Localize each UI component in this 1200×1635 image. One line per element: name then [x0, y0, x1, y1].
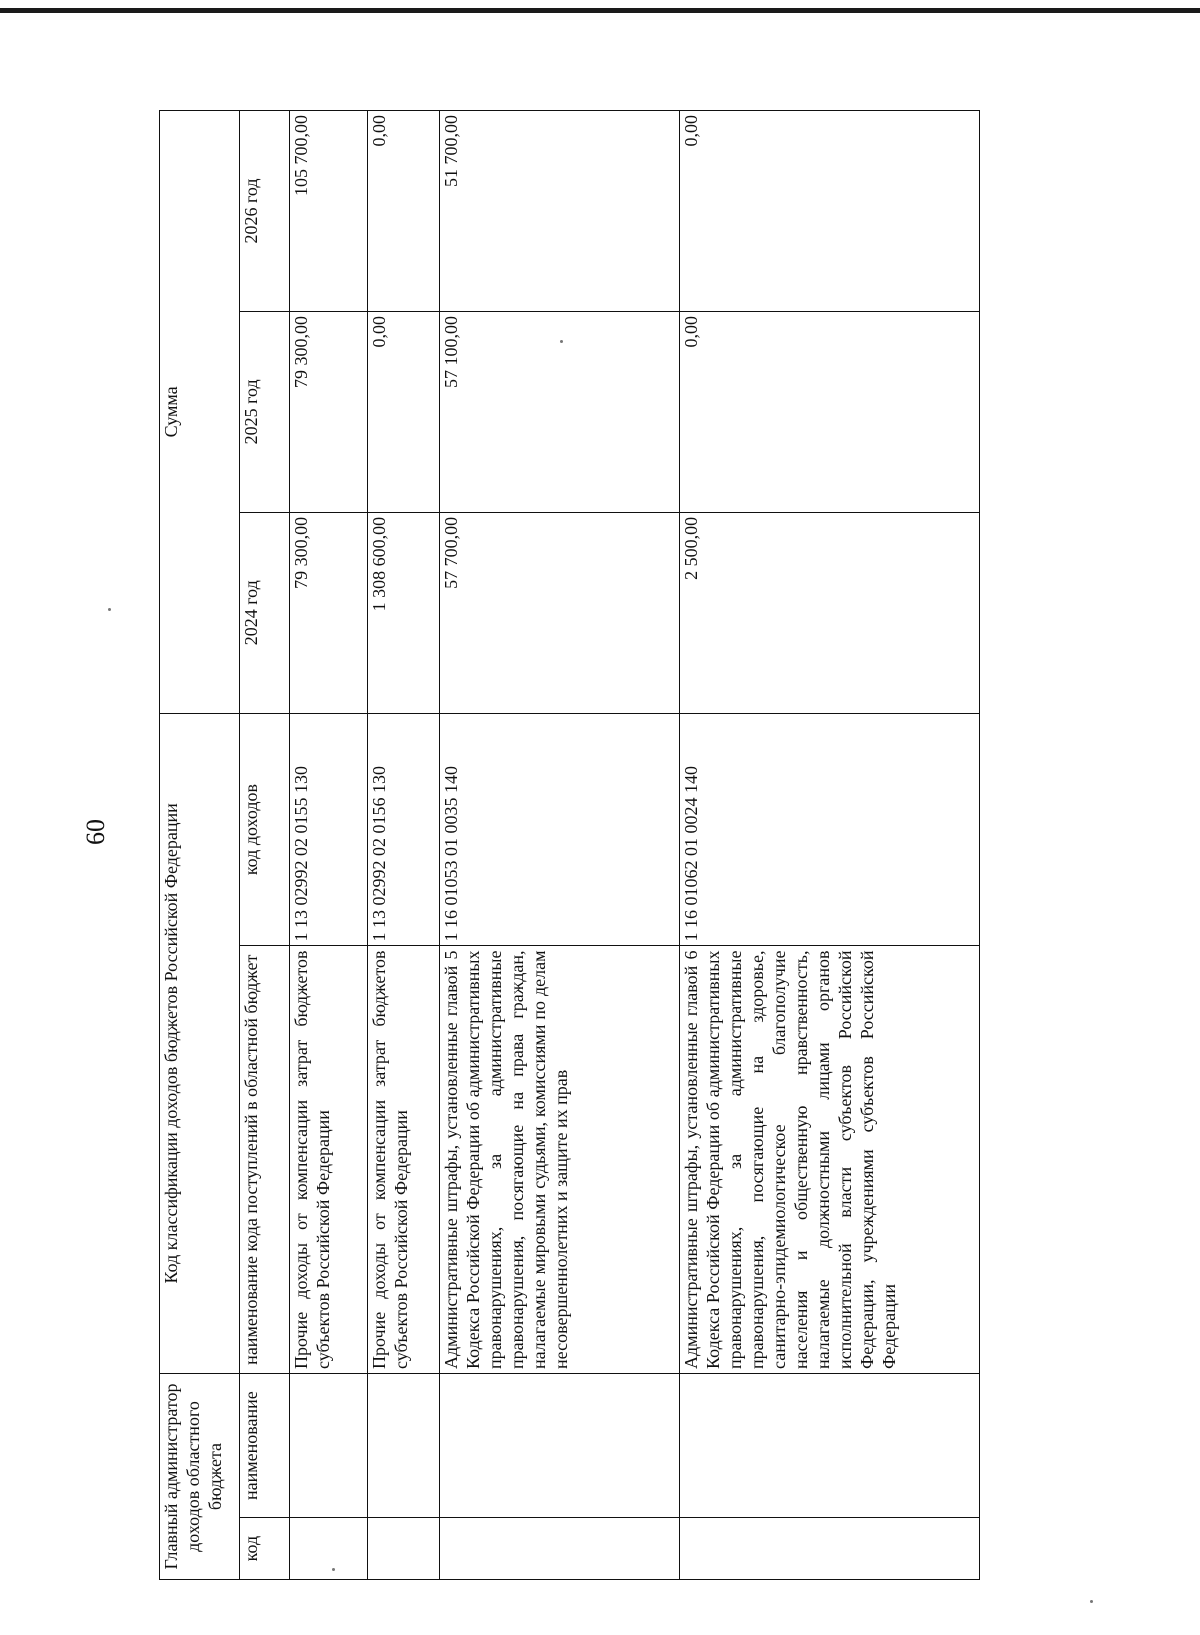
scan-speck — [108, 608, 111, 611]
sum-2026-cell: 0,00 — [368, 111, 440, 312]
scan-speck — [332, 1568, 335, 1571]
header-row-2 — [240, 111, 290, 1580]
header-sum-group: Сумма — [160, 111, 240, 714]
header-classification-group: Код классификации доходов бюджетов Российской Федерации — [160, 713, 240, 1373]
admin-name-cell — [290, 1373, 368, 1517]
rotated-table-wrapper — [159, 110, 899, 1580]
sum-2026-cell: 105 700,00 — [290, 111, 368, 312]
income-code-cell: 1 13 02992 02 0155 130 — [290, 713, 368, 946]
admin-code-cell — [368, 1518, 440, 1580]
header-income-code: код доходов — [240, 713, 290, 946]
income-name-cell: Административные штрафы, установленные главой 5 Кодекса Российской Федерации об административных правонарушениях, за административные правонарушения, посягающие на права граждан, налагаемые мировыми судьями, комиссиями по делам несовершеннолетних и защите их прав — [440, 946, 680, 1374]
sum-2026-cell: 0,00 — [680, 111, 980, 312]
admin-name-cell — [680, 1373, 980, 1517]
table-row — [440, 111, 680, 1580]
income-code-cell: 1 16 01053 01 0035 140 — [440, 713, 680, 946]
admin-name-cell — [368, 1373, 440, 1517]
header-year-2025: 2025 год — [240, 311, 290, 512]
income-table — [159, 110, 980, 1580]
header-year-2024: 2024 год — [240, 512, 290, 713]
header-admin-group: Главный администратор доходов областного бюджета — [160, 1373, 240, 1579]
admin-code-cell — [290, 1518, 368, 1580]
table-row — [290, 111, 368, 1580]
income-name-cell: Прочие доходы от компенсации затрат бюджетов субъектов Российской Федерации — [290, 946, 368, 1374]
header-admin-name: наименование — [240, 1373, 290, 1517]
sum-2024-cell: 57 700,00 — [440, 512, 680, 713]
table-row — [680, 111, 980, 1580]
scan-speck — [560, 340, 563, 343]
sum-2024-cell: 79 300,00 — [290, 512, 368, 713]
admin-code-cell — [680, 1518, 980, 1580]
income-name-cell: Прочие доходы от компенсации затрат бюджетов субъектов Российской Федерации — [368, 946, 440, 1374]
admin-code-cell — [440, 1518, 680, 1580]
sum-2024-cell: 1 308 600,00 — [368, 512, 440, 713]
sum-2024-cell: 2 500,00 — [680, 512, 980, 713]
table-row — [368, 111, 440, 1580]
sum-2025-cell: 57 100,00 — [440, 311, 680, 512]
sum-2025-cell: 79 300,00 — [290, 311, 368, 512]
header-admin-code: код — [240, 1518, 290, 1580]
income-code-cell: 1 13 02992 02 0156 130 — [368, 713, 440, 946]
sum-2025-cell: 0,00 — [680, 311, 980, 512]
header-row-1 — [160, 111, 240, 1580]
header-year-2026: 2026 год — [240, 111, 290, 312]
scan-top-edge — [0, 8, 1200, 13]
scan-speck — [1090, 1600, 1093, 1603]
income-code-cell: 1 16 01062 01 0024 140 — [680, 713, 980, 946]
header-income-name: наименование кода поступлений в областной бюджет — [240, 946, 290, 1374]
sum-2026-cell: 51 700,00 — [440, 111, 680, 312]
admin-name-cell — [440, 1373, 680, 1517]
sum-2025-cell: 0,00 — [368, 311, 440, 512]
income-name-cell: Административные штрафы, установленные главой 6 Кодекса Российской Федерации об административных правонарушениях, за административные правонарушения, посягающие на здоровье, санитарно-эпидемиологическое благополучие населения и общественную нравственность, налагаемые должностными лицами органов исполнительной власти субъектов Российской Федерации, учреждениями субъектов Российской Федерации — [680, 946, 980, 1374]
page-number: 60 — [81, 819, 110, 845]
